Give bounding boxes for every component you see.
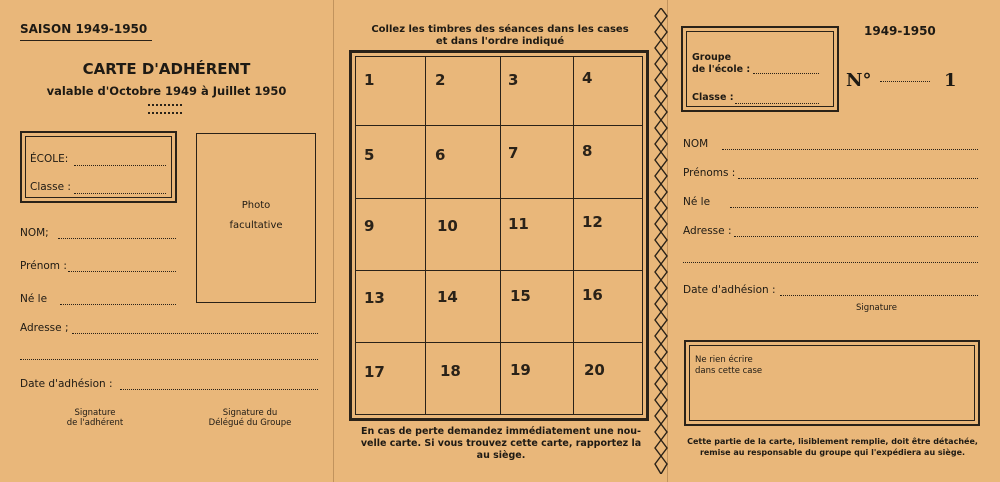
loss-notice-line3: au siège. <box>476 450 526 461</box>
detach-notice-line2: remise au responsable du groupe qui l'expédiera au siège. <box>699 448 966 457</box>
ne-label-right: Né le <box>683 196 711 208</box>
stamp-cell[interactable]: 15 <box>510 287 531 305</box>
fold-line-left <box>333 0 334 482</box>
grid-vline-2 <box>500 56 501 415</box>
photo-label-1: Photo <box>241 200 271 211</box>
groupe-label-line1: Groupe <box>692 52 732 63</box>
stamp-instructions-line1: Collez les timbres des séances dans les cases <box>371 24 629 35</box>
date-label-left: Date d'adhésion : <box>20 378 113 390</box>
signature-delegue-line1: Signature du <box>222 408 278 418</box>
nom-field-left[interactable] <box>58 238 176 239</box>
ne-field-right[interactable] <box>730 207 978 208</box>
grid-hline-2 <box>355 198 643 199</box>
stamp-cell[interactable]: 10 <box>437 217 458 235</box>
prenoms-label-right: Prénoms : <box>683 167 736 179</box>
stamp-cell[interactable]: 19 <box>510 361 531 379</box>
detach-notice <box>680 436 985 458</box>
stamp-cell[interactable]: 17 <box>364 363 385 381</box>
numero-value: 1 <box>944 70 957 91</box>
stamp-cell[interactable]: 12 <box>582 213 603 231</box>
date-field-left[interactable] <box>120 389 318 390</box>
season-label-left: SAISON 1949-1950 <box>20 22 148 36</box>
groupe-label <box>692 52 750 76</box>
prenom-field-left[interactable] <box>68 271 176 272</box>
prenom-label-left: Prénom : <box>20 260 67 272</box>
grid-hline-4 <box>355 342 643 343</box>
stamp-cell[interactable]: 14 <box>437 288 458 306</box>
groupe-box <box>681 26 839 112</box>
loss-notice-line2: velle carte. Si vous trouvez cette carte, rapportez la <box>360 438 642 449</box>
stamp-cell[interactable]: 6 <box>435 146 446 164</box>
reserved-box-note-line2: dans cette case <box>695 366 763 376</box>
ne-field-left[interactable] <box>60 304 176 305</box>
signature-delegue <box>195 408 305 428</box>
stamp-cell[interactable]: 16 <box>582 286 603 304</box>
stamp-cell[interactable]: 13 <box>364 289 385 307</box>
signature-adherent-line1: Signature <box>74 408 116 418</box>
ornament-dots <box>148 104 182 114</box>
stamp-cell[interactable]: 4 <box>582 69 593 87</box>
grid-hline-1 <box>355 125 643 126</box>
validity-text: valable d'Octobre 1949 à Juillet 1950 <box>46 84 287 98</box>
reserved-box-note <box>695 355 762 377</box>
loss-notice-line1: En cas de perte demandez immédiatement une nou- <box>361 426 641 437</box>
ecole-field[interactable] <box>74 165 166 166</box>
stamp-cell[interactable]: 9 <box>364 217 375 235</box>
signature-delegue-line2: Délégué du Groupe <box>208 418 292 428</box>
numero-dots <box>880 81 930 82</box>
adresse-label-right: Adresse : <box>683 225 732 237</box>
stamp-cell[interactable]: 2 <box>435 71 446 89</box>
classe-label-right: Classe : <box>692 92 734 103</box>
adresse-label-left: Adresse ; <box>20 322 69 334</box>
adresse-field-left-1[interactable] <box>72 333 318 334</box>
stamp-instructions-line2: et dans l'ordre indiqué <box>435 36 565 47</box>
stamp-cell[interactable]: 8 <box>582 142 593 160</box>
detach-notice-line1: Cette partie de la carte, lisiblement remplie, doit être détachée, <box>687 437 978 446</box>
stamp-cell[interactable]: 7 <box>508 144 519 162</box>
classe-label-left: Classe : <box>30 181 71 193</box>
reserved-box-note-line1: Ne rien écrire <box>695 355 753 365</box>
season-underline <box>20 40 152 41</box>
stamp-cell[interactable]: 3 <box>508 71 519 89</box>
season-label-right: 1949-1950 <box>864 24 936 38</box>
adresse-field-right-1[interactable] <box>734 236 978 237</box>
nom-field-right[interactable] <box>722 149 978 150</box>
signature-right: Signature <box>856 303 898 313</box>
stamp-cell[interactable]: 5 <box>364 146 375 164</box>
prenoms-field-right[interactable] <box>738 178 978 179</box>
classe-field-left[interactable] <box>74 193 166 194</box>
card-title: CARTE D'ADHÉRENT <box>82 60 251 78</box>
grid-vline-3 <box>573 56 574 415</box>
stamp-cell[interactable]: 1 <box>364 71 375 89</box>
ne-label-left: Né le <box>20 293 48 305</box>
loss-notice <box>352 426 650 462</box>
groupe-field[interactable] <box>753 73 819 74</box>
adresse-field-left-2[interactable] <box>20 359 318 360</box>
stamp-cell[interactable]: 11 <box>508 215 529 233</box>
classe-field-right[interactable] <box>735 103 819 104</box>
stamp-cell[interactable]: 18 <box>440 362 461 380</box>
numero-symbol: N° <box>846 70 872 91</box>
ecole-label: ÉCOLE: <box>30 153 69 165</box>
date-label-right: Date d'adhésion : <box>683 284 776 296</box>
groupe-label-line2: de l'école : <box>692 64 751 75</box>
perforation-ornament <box>653 8 669 474</box>
grid-hline-3 <box>355 270 643 271</box>
ecole-box <box>20 131 177 203</box>
nom-label-right: NOM <box>683 138 709 150</box>
nom-label-left: NOM; <box>20 227 49 239</box>
adresse-field-right-2[interactable] <box>683 262 978 263</box>
grid-vline-1 <box>425 56 426 415</box>
stamp-instructions <box>333 24 667 48</box>
signature-adherent-line2: de l'adhérent <box>66 418 124 428</box>
reserved-box <box>684 340 980 426</box>
stamp-cell[interactable]: 20 <box>584 361 605 379</box>
date-field-right[interactable] <box>780 295 978 296</box>
photo-box <box>196 133 316 303</box>
photo-label-2: facultative <box>229 220 283 231</box>
signature-adherent <box>45 408 145 428</box>
